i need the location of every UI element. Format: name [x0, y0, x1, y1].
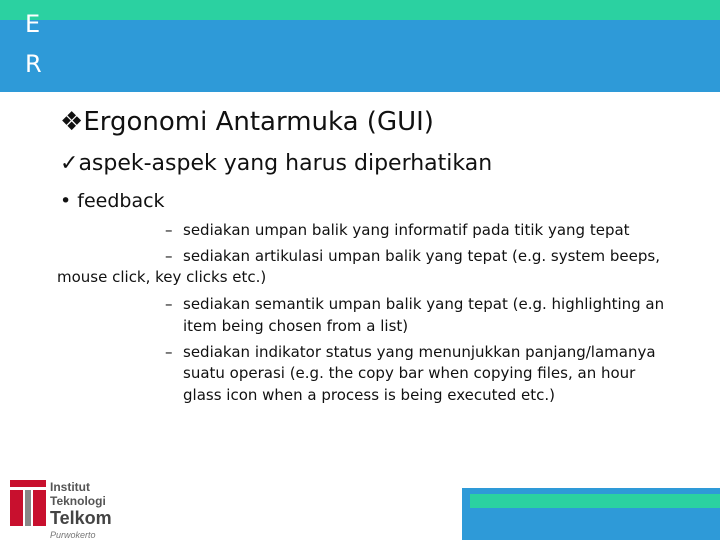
list-item-text: sediakan umpan balik yang informatif pada titik yang tepat	[183, 221, 630, 239]
slide-title	[60, 107, 434, 137]
list-item	[165, 221, 630, 239]
list-item-text: sediakan semantik umpan balik yang tepat (e.g. highlighting an	[183, 295, 665, 313]
logo-line-1: Institut	[50, 480, 90, 494]
list-item	[165, 247, 660, 265]
logo-wordmark	[50, 480, 112, 542]
header-accent-green-bar	[0, 0, 720, 20]
list-item-continuation: glass icon when a process is being executed etc.)	[183, 386, 555, 404]
dash-marker: –	[165, 221, 173, 239]
institution-logo	[10, 468, 130, 540]
list-item-text: sediakan indikator status yang menunjukkan panjang/lamanya	[183, 343, 656, 361]
bullet-text: feedback	[77, 190, 165, 212]
bullet-item	[60, 190, 165, 212]
letter-1: E	[25, 10, 41, 38]
telkom-logo-mark-icon	[10, 480, 46, 526]
bullet-dot-icon: •	[60, 190, 72, 212]
logo-line-3: Telkom	[50, 508, 112, 528]
slide-subtitle-text: aspek-aspek yang harus diperhatikan	[78, 151, 493, 176]
checkmark-icon: ✓	[60, 151, 79, 176]
letter-2: R	[25, 50, 42, 78]
logo-line-2: Teknologi	[50, 494, 106, 508]
list-item-text: sediakan artikulasi umpan balik yang tepat (e.g. system beeps,	[183, 247, 660, 265]
list-item-continuation: mouse click, key clicks etc.)	[57, 268, 267, 286]
dash-marker: –	[165, 343, 173, 361]
logo-line-4: Purwokerto	[50, 530, 96, 540]
dash-marker: –	[165, 247, 173, 265]
slide-title-text: Ergonomi Antarmuka (GUI)	[83, 107, 434, 137]
vertical-title-letters	[25, 4, 45, 118]
list-item	[165, 343, 656, 361]
header-accent-blue-bar	[0, 20, 720, 92]
slide-subtitle	[60, 151, 492, 176]
letter-3: G	[25, 90, 44, 118]
diamond-bullet-icon: ❖	[60, 107, 84, 137]
list-item-continuation: item being chosen from a list)	[183, 317, 409, 335]
list-item	[165, 295, 664, 313]
list-item-continuation: suatu operasi (e.g. the copy bar when copying files, an hour	[183, 364, 636, 382]
footer-accent-green-bar	[470, 494, 720, 508]
dash-marker: –	[165, 295, 173, 313]
